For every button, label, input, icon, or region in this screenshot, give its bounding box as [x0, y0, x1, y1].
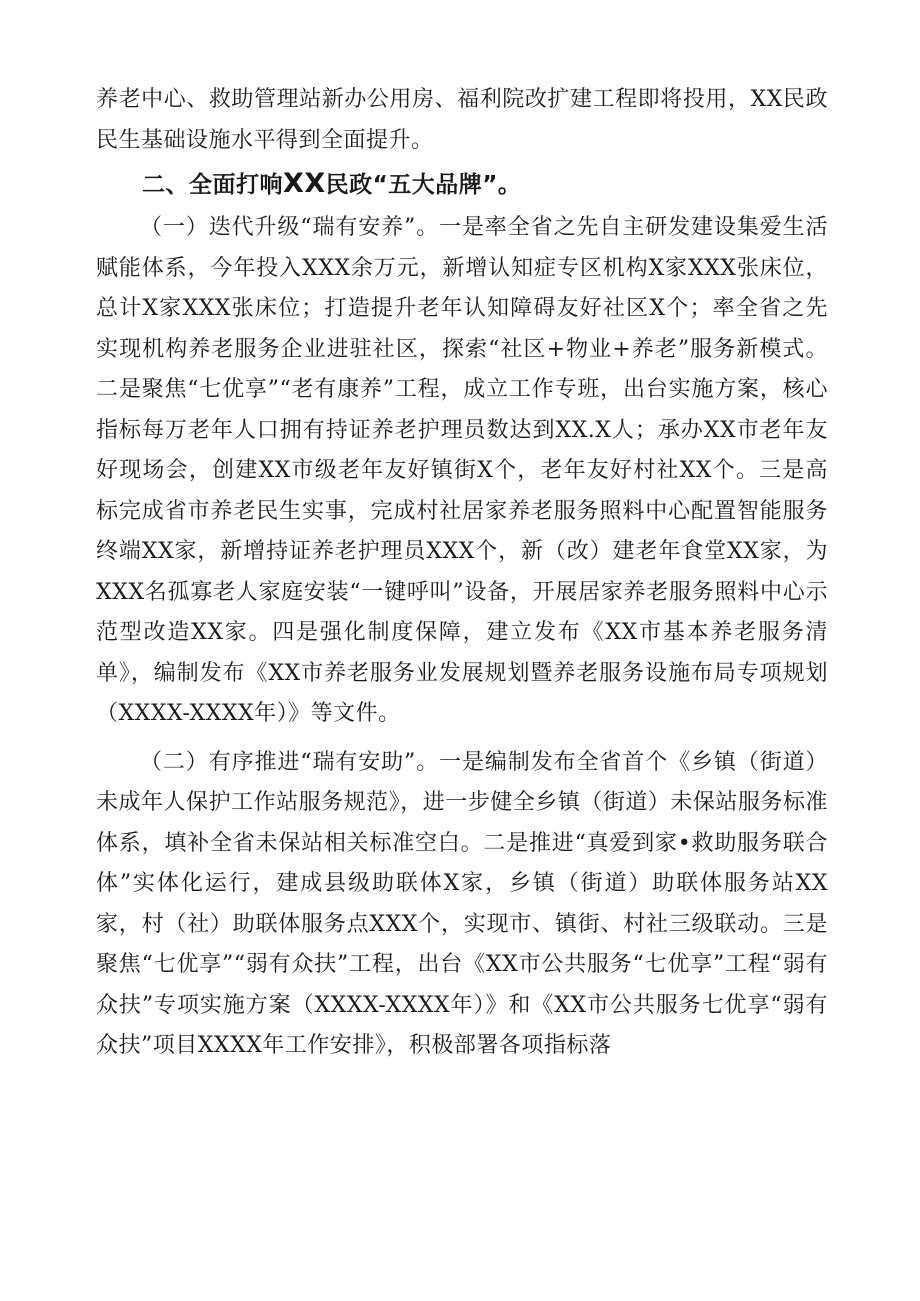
heading-prefix: 二、全面打响 [142, 172, 283, 198]
paragraph-gap [96, 735, 828, 743]
paragraph-ruiyou-anzhu: （二）有序推进“瑞有安助”。一是编制发布全省首个《乡镇（街道）未成年人保护工作站服务规范》，进一步健全乡镇（街道）未保站服务标准体系，填补全省未保站相关标准空白。二是推进“真爱到家•救助服务联合体”实体化运行，建成县级助联体X家，乡镇（街道）助联体服务站XX家，村（社）助联体服务点XXX个，实现市、镇街、村社三级联动。三是聚焦“七优享”“弱有众扶”工程，出台《XX市公共服务“七优享”工程“弱有众扶”专项实施方案（XXXX-XXXX年）》和《XX市公共服务七优享“弱有众扶”项目XXXX年工作安排》，积极部署各项指标落 [96, 749, 828, 1058]
paragraph-ruiyou-anyang: （一）迭代升级“瑞有安养”。一是率全省之先自主研发建设集爱生活赋能体系，今年投入XXX余万元，新增认知症专区机构X家XXX张床位，总计X家XXX张床位；打造提升老年认知障碍友好社区X个；率全省之先实现机构养老服务企业进驻社区，探索“社区+物业+养老”服务新模式。二是聚焦“七优享”“老有康养”工程，成立工作专班，出台实施方案，核心指标每万老年人口拥有持证养老护理员数达到XX.X人；承办XX市老年友好现场会，创建XX市级老年友好镇街X个，老年友好村社XX个。三是高标完成省市养老民生实事，完成村社居家养老服务照料中心配置智能服务终端XX家，新增持证养老护理员XXX个，新（改）建老年食堂XX家，为XXX名孤寡老人家庭安装“一键呼叫”设备，开展居家养老服务照料中心示范型改造XX家。四是强化制度保障，建立发布《XX市基本养老服务清单》，编制发布《XX市养老服务业发展规划暨养老服务设施布局专项规划（XXXX-XXXX年）》等文件。 [96, 215, 828, 726]
heading-emphasis: XX [283, 168, 326, 199]
document-body [96, 80, 828, 1067]
section-heading [96, 161, 828, 208]
paragraph-continuation: 养老中心、救助管理站新办公用房、福利院改扩建工程即将投用，XX民政民生基础设施水平得到全面提升。 [96, 87, 828, 153]
heading-suffix: 民政“五大品牌”。 [325, 172, 522, 198]
